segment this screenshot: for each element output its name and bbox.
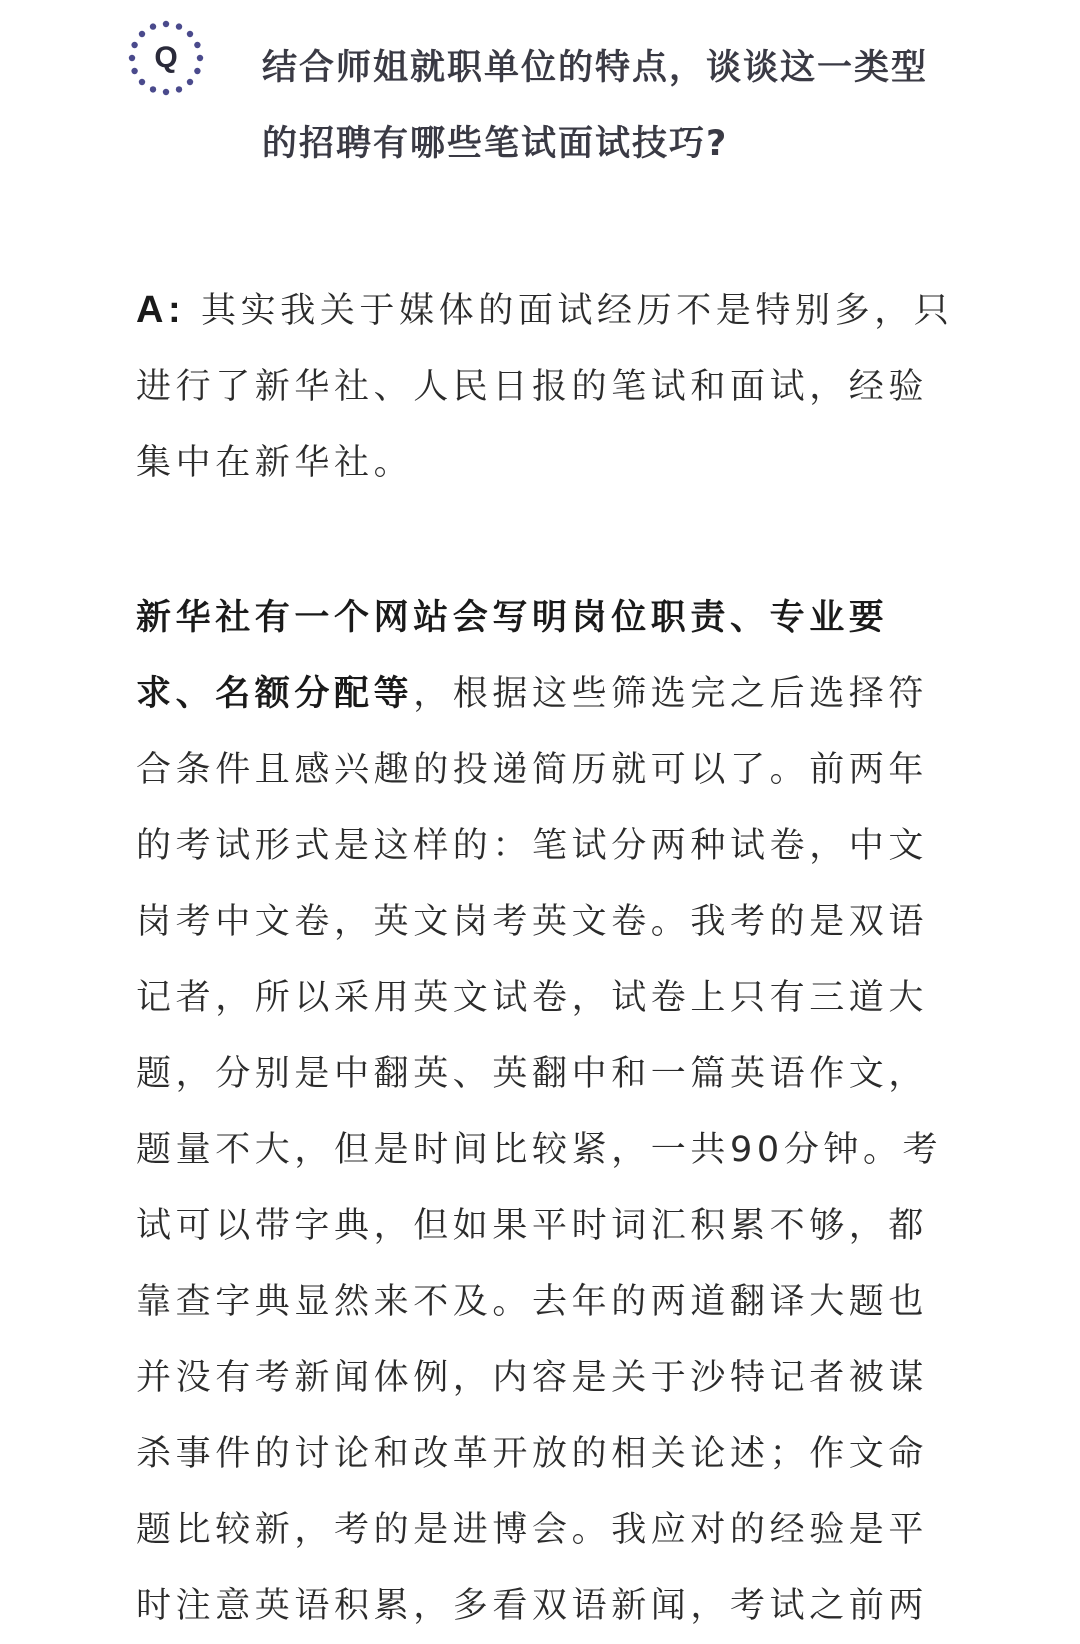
body-paragraph	[136, 580, 956, 1644]
bold-lead-text: 新华社有一个网站会写明岗位职责、专业要求、名额分配等	[136, 598, 889, 714]
question-heading: 结合师姐就职单位的特点，谈谈这一类型的招聘有哪些笔试面试技巧?	[262, 48, 929, 164]
answer-text: 其实我关于媒体的面试经历不是特别多，只进行了新华社、人民日报的笔试和面试，经验集中在新华社。	[136, 291, 954, 483]
answer-paragraph	[136, 272, 956, 501]
answer-prefix: A:	[136, 289, 186, 331]
question-badge	[126, 18, 206, 98]
question-badge-letter: Q	[154, 41, 178, 74]
body-text: ，根据这些筛选完之后选择符合条件且感兴趣的投递简历就可以了。前两年的考试形式是这样的：笔试分两种试卷，中文岗考中文卷，英文岗考英文卷。我考的是双语记者，所以采用英文试卷，试卷上只有三道大题，分别是中翻英、英翻中和一篇英语作文，题量不大，但是时间比较紧，一共90分钟。考试可以带字典，但如果平时词汇积累不够，都靠查字典显然来不及。去年的两道翻译大题也并没有考新闻体例，内容是关于沙特记者被谋杀事件的讨论和改革开放的相关论述；作文命题比较新，考的是进博会。我应对的经验是平时注意英语积累，多看双语新闻，考试之前两	[136, 674, 943, 1626]
